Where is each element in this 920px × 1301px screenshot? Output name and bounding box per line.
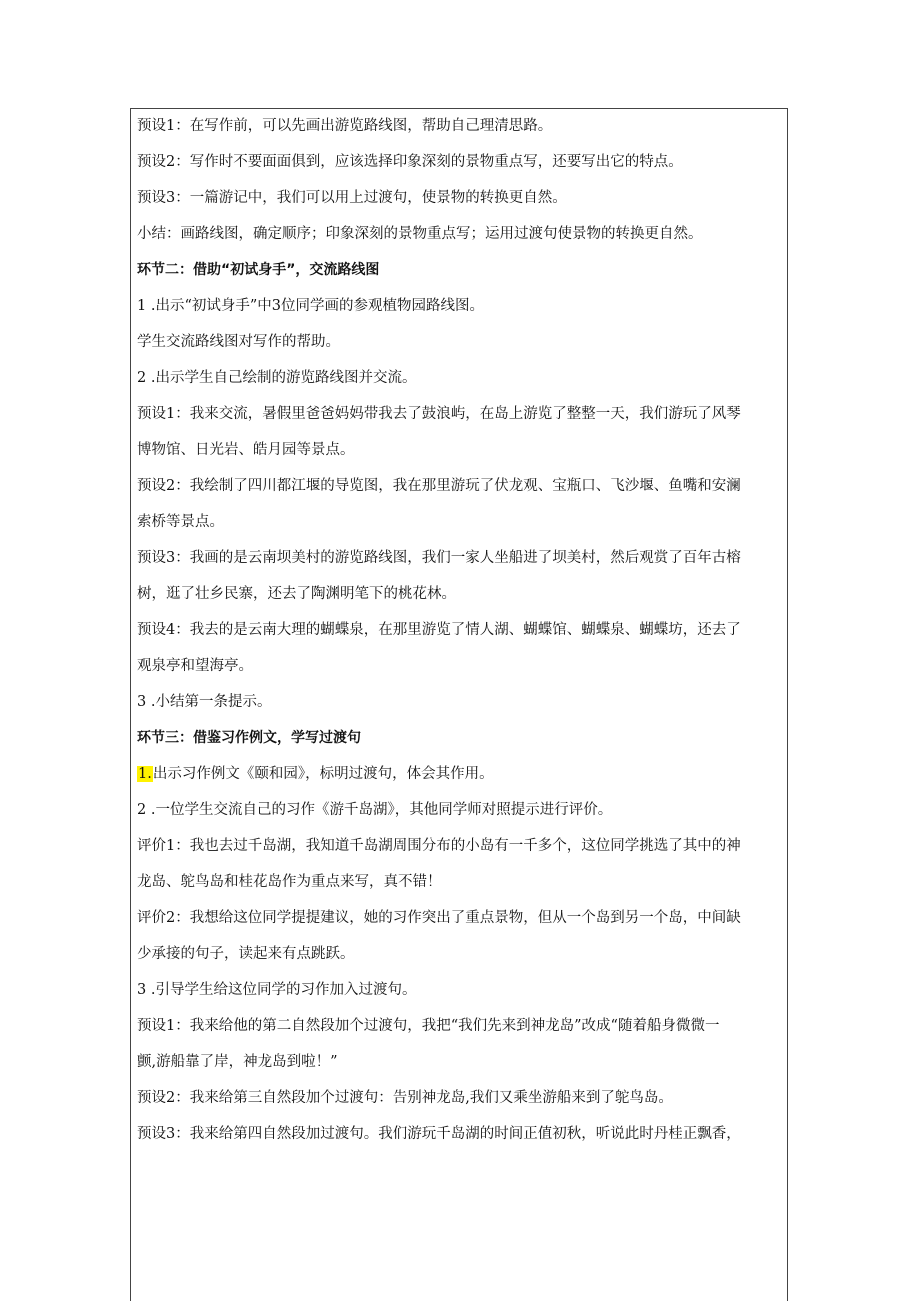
text-line: 博物馆、日光岩、皓月园等景点。 bbox=[137, 442, 355, 458]
text-line: 索桥等景点。 bbox=[137, 514, 224, 530]
text-line: 观泉亭和望海亭。 bbox=[137, 658, 253, 674]
text-line: 少承接的句子，读起来有点跳跃。 bbox=[137, 946, 355, 962]
text-line: 评价2：我想给这位同学提提建议，她的习作突出了重点景物，但从一个岛到另一个岛，中间缺 bbox=[137, 910, 741, 926]
text-line: 2 .出示学生自己绘制的游览路线图并交流。 bbox=[137, 370, 417, 386]
text-line: 预设4：我去的是云南大理的蝴蝶泉，在那里游览了情人湖、蝴蝶馆、蝴蝶泉、蝴蝶坊，还去了 bbox=[137, 622, 741, 638]
text-line: 树，逛了壮乡民寨，还去了陶渊明笔下的桃花林。 bbox=[137, 586, 456, 602]
text-line: 2 .一位学生交流自己的习作《游千岛湖》，其他同学师对照提示进行评价。 bbox=[137, 802, 613, 818]
text-span: 出示习作例文《颐和园》，标明过渡句，体会其作用。 bbox=[152, 766, 494, 782]
section-heading: 环节二：借助“初试身手”，交流路线图 bbox=[137, 262, 380, 278]
highlighted-number: 1. bbox=[138, 766, 152, 782]
text-line: 3 .引导学生给这位同学的习作加入过渡句。 bbox=[137, 982, 417, 998]
text-line: 预设1：在写作前，可以先画出游览路线图，帮助自己理清思路。 bbox=[137, 118, 553, 134]
text-line: 预设1：我来交流，暑假里爸爸妈妈带我去了鼓浪屿，在岛上游览了整整一天，我们游玩了风琴 bbox=[137, 406, 741, 422]
text-line: 预设1：我来给他的第二自然段加个过渡句，我把“我们先来到神龙岛”改成“随着船身微微一 bbox=[137, 1018, 720, 1034]
text-line: 评价1：我也去过千岛湖，我知道千岛湖周围分布的小岛有一千多个，这位同学挑选了其中的神 bbox=[137, 838, 741, 854]
text-line: 学生交流路线图对写作的帮助。 bbox=[137, 334, 340, 350]
text-line bbox=[137, 764, 781, 784]
text-line: 小结：画路线图，确定顺序；印象深刻的景物重点写；运用过渡句使景物的转换更自然。 bbox=[137, 226, 703, 242]
text-line: 预设2：我绘制了四川都江堰的导览图，我在那里游玩了伏龙观、宝瓶口、飞沙堰、鱼嘴和安澜 bbox=[137, 478, 741, 494]
text-line: 预设3：我来给第四自然段加过渡句。我们游玩千岛湖的时间正值初秋，听说此时丹桂正飘香， bbox=[137, 1126, 741, 1142]
text-line: 预设2：写作时不要面面俱到，应该选择印象深刻的景物重点写，还要写出它的特点。 bbox=[137, 154, 683, 170]
text-line: 龙岛、鸵鸟岛和桂花岛作为重点来写，真不错！ bbox=[137, 874, 442, 890]
text-line: 1 .出示“初试身手”中3位同学画的参观植物园路线图。 bbox=[137, 298, 484, 314]
section-heading: 环节三：借鉴习作例文，学写过渡句 bbox=[137, 730, 361, 746]
text-line: 预设3：一篇游记中，我们可以用上过渡句，使景物的转换更自然。 bbox=[137, 190, 567, 206]
text-line: 颤,游船靠了岸，神龙岛到啦！” bbox=[137, 1054, 338, 1070]
lesson-plan-content bbox=[137, 116, 781, 1160]
text-line: 预设2：我来给第三自然段加个过渡句：告别神龙岛,我们又乘坐游船来到了鸵鸟岛。 bbox=[137, 1090, 673, 1106]
text-line: 预设3：我画的是云南坝美村的游览路线图，我们一家人坐船进了坝美村，然后观赏了百年古榕 bbox=[137, 550, 741, 566]
text-line: 3 .小结第一条提示。 bbox=[137, 694, 272, 710]
